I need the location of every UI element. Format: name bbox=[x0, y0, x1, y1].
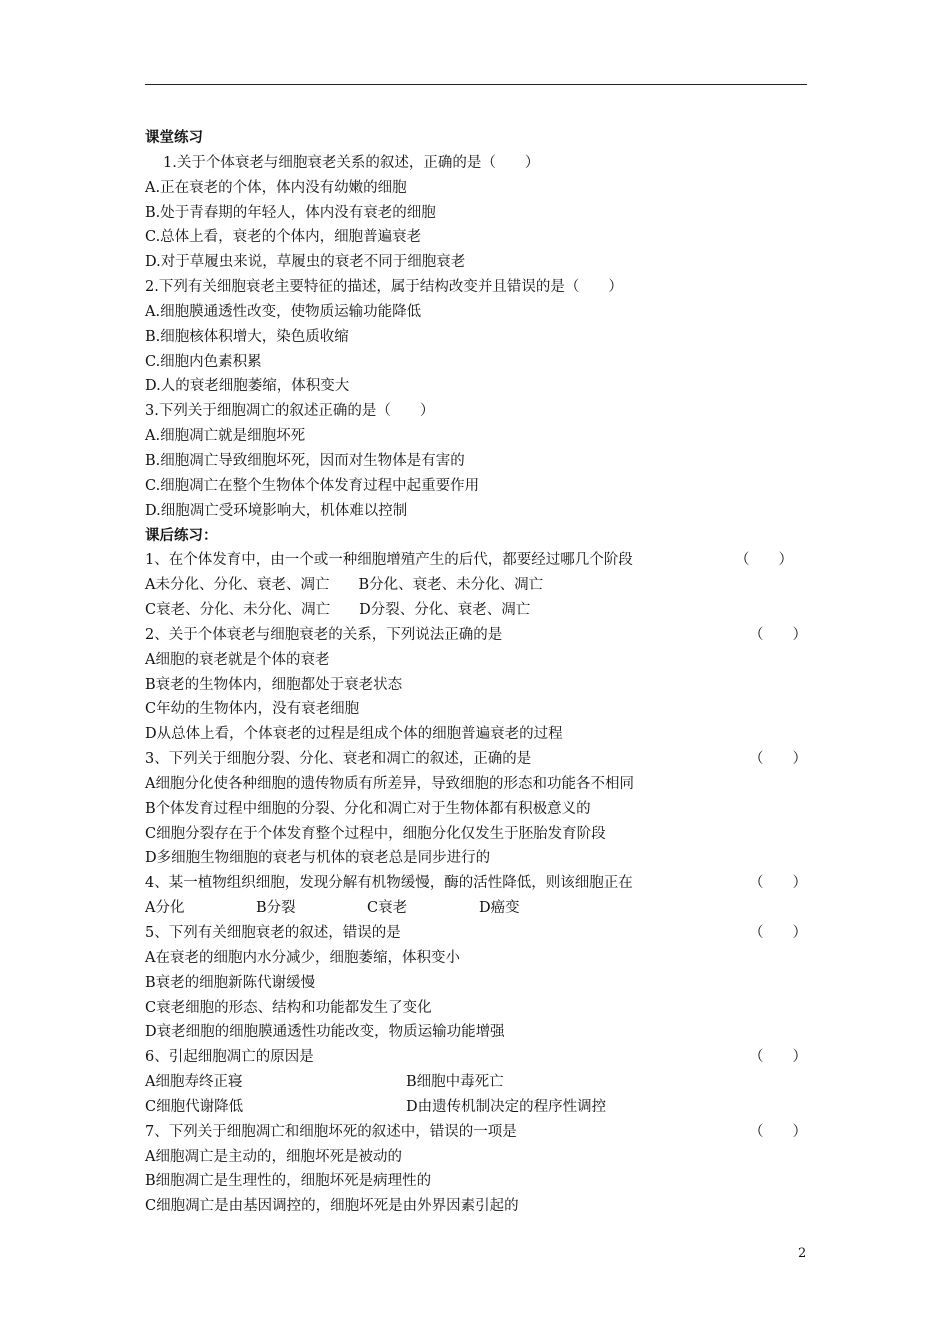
after-q6-options-cd bbox=[145, 1095, 807, 1120]
after-q4-option-a: A分化 bbox=[145, 900, 185, 917]
header-rule bbox=[145, 84, 807, 85]
after-q2-option-b: B衰老的生物体内，细胞都处于衰老状态 bbox=[145, 676, 403, 693]
answer-paren: （ ） bbox=[749, 1049, 807, 1066]
after-q1-options-ab: A未分化、分化、衰老、凋亡 B分化、衰老、未分化、凋亡 bbox=[145, 577, 544, 594]
classroom-q3-stem: 3.下列关于细胞凋亡的叙述正确的是（ ） bbox=[145, 403, 435, 420]
after-q6-stem: 6、引起细胞凋亡的原因是 bbox=[145, 1049, 314, 1066]
after-q5-option-b: B衰老的细胞新陈代谢缓慢 bbox=[145, 974, 316, 991]
classroom-q2-option-b: B.细胞核体积增大，染色质收缩 bbox=[145, 328, 349, 345]
classroom-q2-option-a: A.细胞膜通透性改变，使物质运输功能降低 bbox=[145, 303, 422, 320]
after-q5-stem: 5、下列有关细胞衰老的叙述，错误的是 bbox=[145, 925, 401, 941]
after-q2-option-c: C年幼的生物体内，没有衰老细胞 bbox=[145, 701, 360, 718]
after-q4-stem: 4、某一植物组织细胞，发现分解有机物缓慢，酶的活性降低，则该细胞正在 bbox=[145, 875, 633, 892]
section-heading-classroom: 课堂练习 bbox=[145, 129, 203, 146]
after-q6-row bbox=[145, 1045, 807, 1070]
after-q3-stem: 3、下列关于细胞分裂、分化、衰老和凋亡的叙述，正确的是 bbox=[145, 751, 532, 768]
after-q4-options bbox=[145, 896, 807, 921]
classroom-q2-stem: 2.下列有关细胞衰老主要特征的描述，属于结构改变并且错误的是（ ） bbox=[145, 279, 623, 296]
after-q6-option-d: D由遗传机制决定的程序性调控 bbox=[406, 1098, 607, 1115]
after-q3-option-b: B个体发育过程中细胞的分裂、分化和凋亡对于生物体都有积极意义的 bbox=[145, 800, 591, 817]
page-number: 2 bbox=[798, 1246, 807, 1261]
after-q6-options-ab bbox=[145, 1070, 807, 1095]
after-q3-option-c: C细胞分裂存在于个体发育整个过程中，细胞分化仅发生于胚胎发育阶段 bbox=[145, 825, 606, 842]
classroom-q2-option-d: D.人的衰老细胞萎缩，体积变大 bbox=[145, 378, 350, 395]
after-q1-options-cd: C衰老、分化、未分化、凋亡 D分裂、分化、衰老、凋亡 bbox=[145, 602, 531, 619]
classroom-q3-option-d: D.细胞凋亡受环境影响大，机体难以控制 bbox=[145, 502, 408, 519]
classroom-q1-stem: 1.关于个体衰老与细胞衰老关系的叙述，正确的是（ ） bbox=[163, 154, 540, 171]
after-q4-option-c: C衰老 bbox=[367, 900, 408, 917]
classroom-q2-option-c: C.细胞内色素积累 bbox=[145, 353, 262, 370]
after-q3-row bbox=[145, 747, 807, 772]
after-q3-option-d: D多细胞生物细胞的衰老与机体的衰老总是同步进行的 bbox=[145, 850, 491, 867]
answer-paren: （ ） bbox=[749, 925, 807, 941]
answer-paren: （ ） bbox=[749, 1123, 807, 1140]
after-q5-option-d: D衰老细胞的细胞膜通透性功能改变，物质运输功能增强 bbox=[145, 1024, 505, 1041]
classroom-q3-option-a: A.细胞凋亡就是细胞坏死 bbox=[145, 428, 306, 445]
after-q7-option-a: A细胞凋亡是主动的，细胞坏死是被动的 bbox=[145, 1148, 402, 1165]
classroom-q3-option-c: C.细胞凋亡在整个生物体个体发育过程中起重要作用 bbox=[145, 477, 480, 494]
classroom-q1-option-a: A.正在衰老的个体，体内没有幼嫩的细胞 bbox=[145, 179, 407, 196]
worksheet bbox=[145, 126, 807, 1219]
after-q6-option-a: A细胞寿终正寝 bbox=[145, 1074, 243, 1091]
after-q4-option-b: B分裂 bbox=[256, 900, 296, 917]
after-q3-option-a: A细胞分化使各种细胞的遗传物质有所差异，导致细胞的形态和功能各不相同 bbox=[145, 775, 634, 792]
after-q1-stem: 1、在个体发育中，由一个或一种细胞增殖产生的后代，都要经过哪几个阶段 bbox=[145, 552, 633, 569]
classroom-q1-option-b: B.处于青春期的年轻人，体内没有衰老的细胞 bbox=[145, 204, 436, 221]
after-q4-option-d: D癌变 bbox=[479, 900, 520, 917]
after-q5-option-c: C衰老细胞的形态、结构和功能都发生了变化 bbox=[145, 999, 432, 1016]
after-q2-stem: 2、关于个体衰老与细胞衰老的关系，下列说法正确的是 bbox=[145, 626, 503, 643]
after-q1-row bbox=[145, 548, 807, 573]
after-q5-option-a: A在衰老的细胞内水分减少，细胞萎缩，体积变小 bbox=[145, 949, 460, 966]
after-q2-option-a: A细胞的衰老就是个体的衰老 bbox=[145, 651, 330, 668]
classroom-q1-option-c: C.总体上看，衰老的个体内，细胞普遍衰老 bbox=[145, 229, 422, 246]
after-q7-row bbox=[145, 1120, 807, 1145]
after-q6-option-c: C细胞代谢降低 bbox=[145, 1098, 244, 1115]
answer-paren: （ ） bbox=[735, 552, 793, 569]
answer-paren: （ ） bbox=[749, 875, 807, 892]
section-heading-after-class: 课后练习： bbox=[145, 526, 218, 544]
after-q4-row bbox=[145, 871, 807, 896]
after-q2-row bbox=[145, 623, 807, 648]
after-q5-row bbox=[145, 921, 807, 946]
after-q2-option-d: D从总体上看，个体衰老的过程是组成个体的细胞普遍衰老的过程 bbox=[145, 726, 563, 743]
classroom-q1-option-d: D.对于草履虫来说，草履虫的衰老不同于细胞衰老 bbox=[145, 254, 466, 271]
after-q7-option-c: C细胞凋亡是由基因调控的，细胞坏死是由外界因素引起的 bbox=[145, 1198, 519, 1215]
after-q6-option-b: B细胞中毒死亡 bbox=[406, 1074, 504, 1091]
after-q7-stem: 7、下列关于细胞凋亡和细胞坏死的叙述中，错误的一项是 bbox=[145, 1123, 517, 1140]
answer-paren: （ ） bbox=[749, 626, 807, 643]
classroom-q3-option-b: B.细胞凋亡导致细胞坏死，因而对生物体是有害的 bbox=[145, 452, 465, 469]
after-q7-option-b: B细胞凋亡是生理性的，细胞坏死是病理性的 bbox=[145, 1173, 432, 1190]
answer-paren: （ ） bbox=[749, 751, 807, 768]
